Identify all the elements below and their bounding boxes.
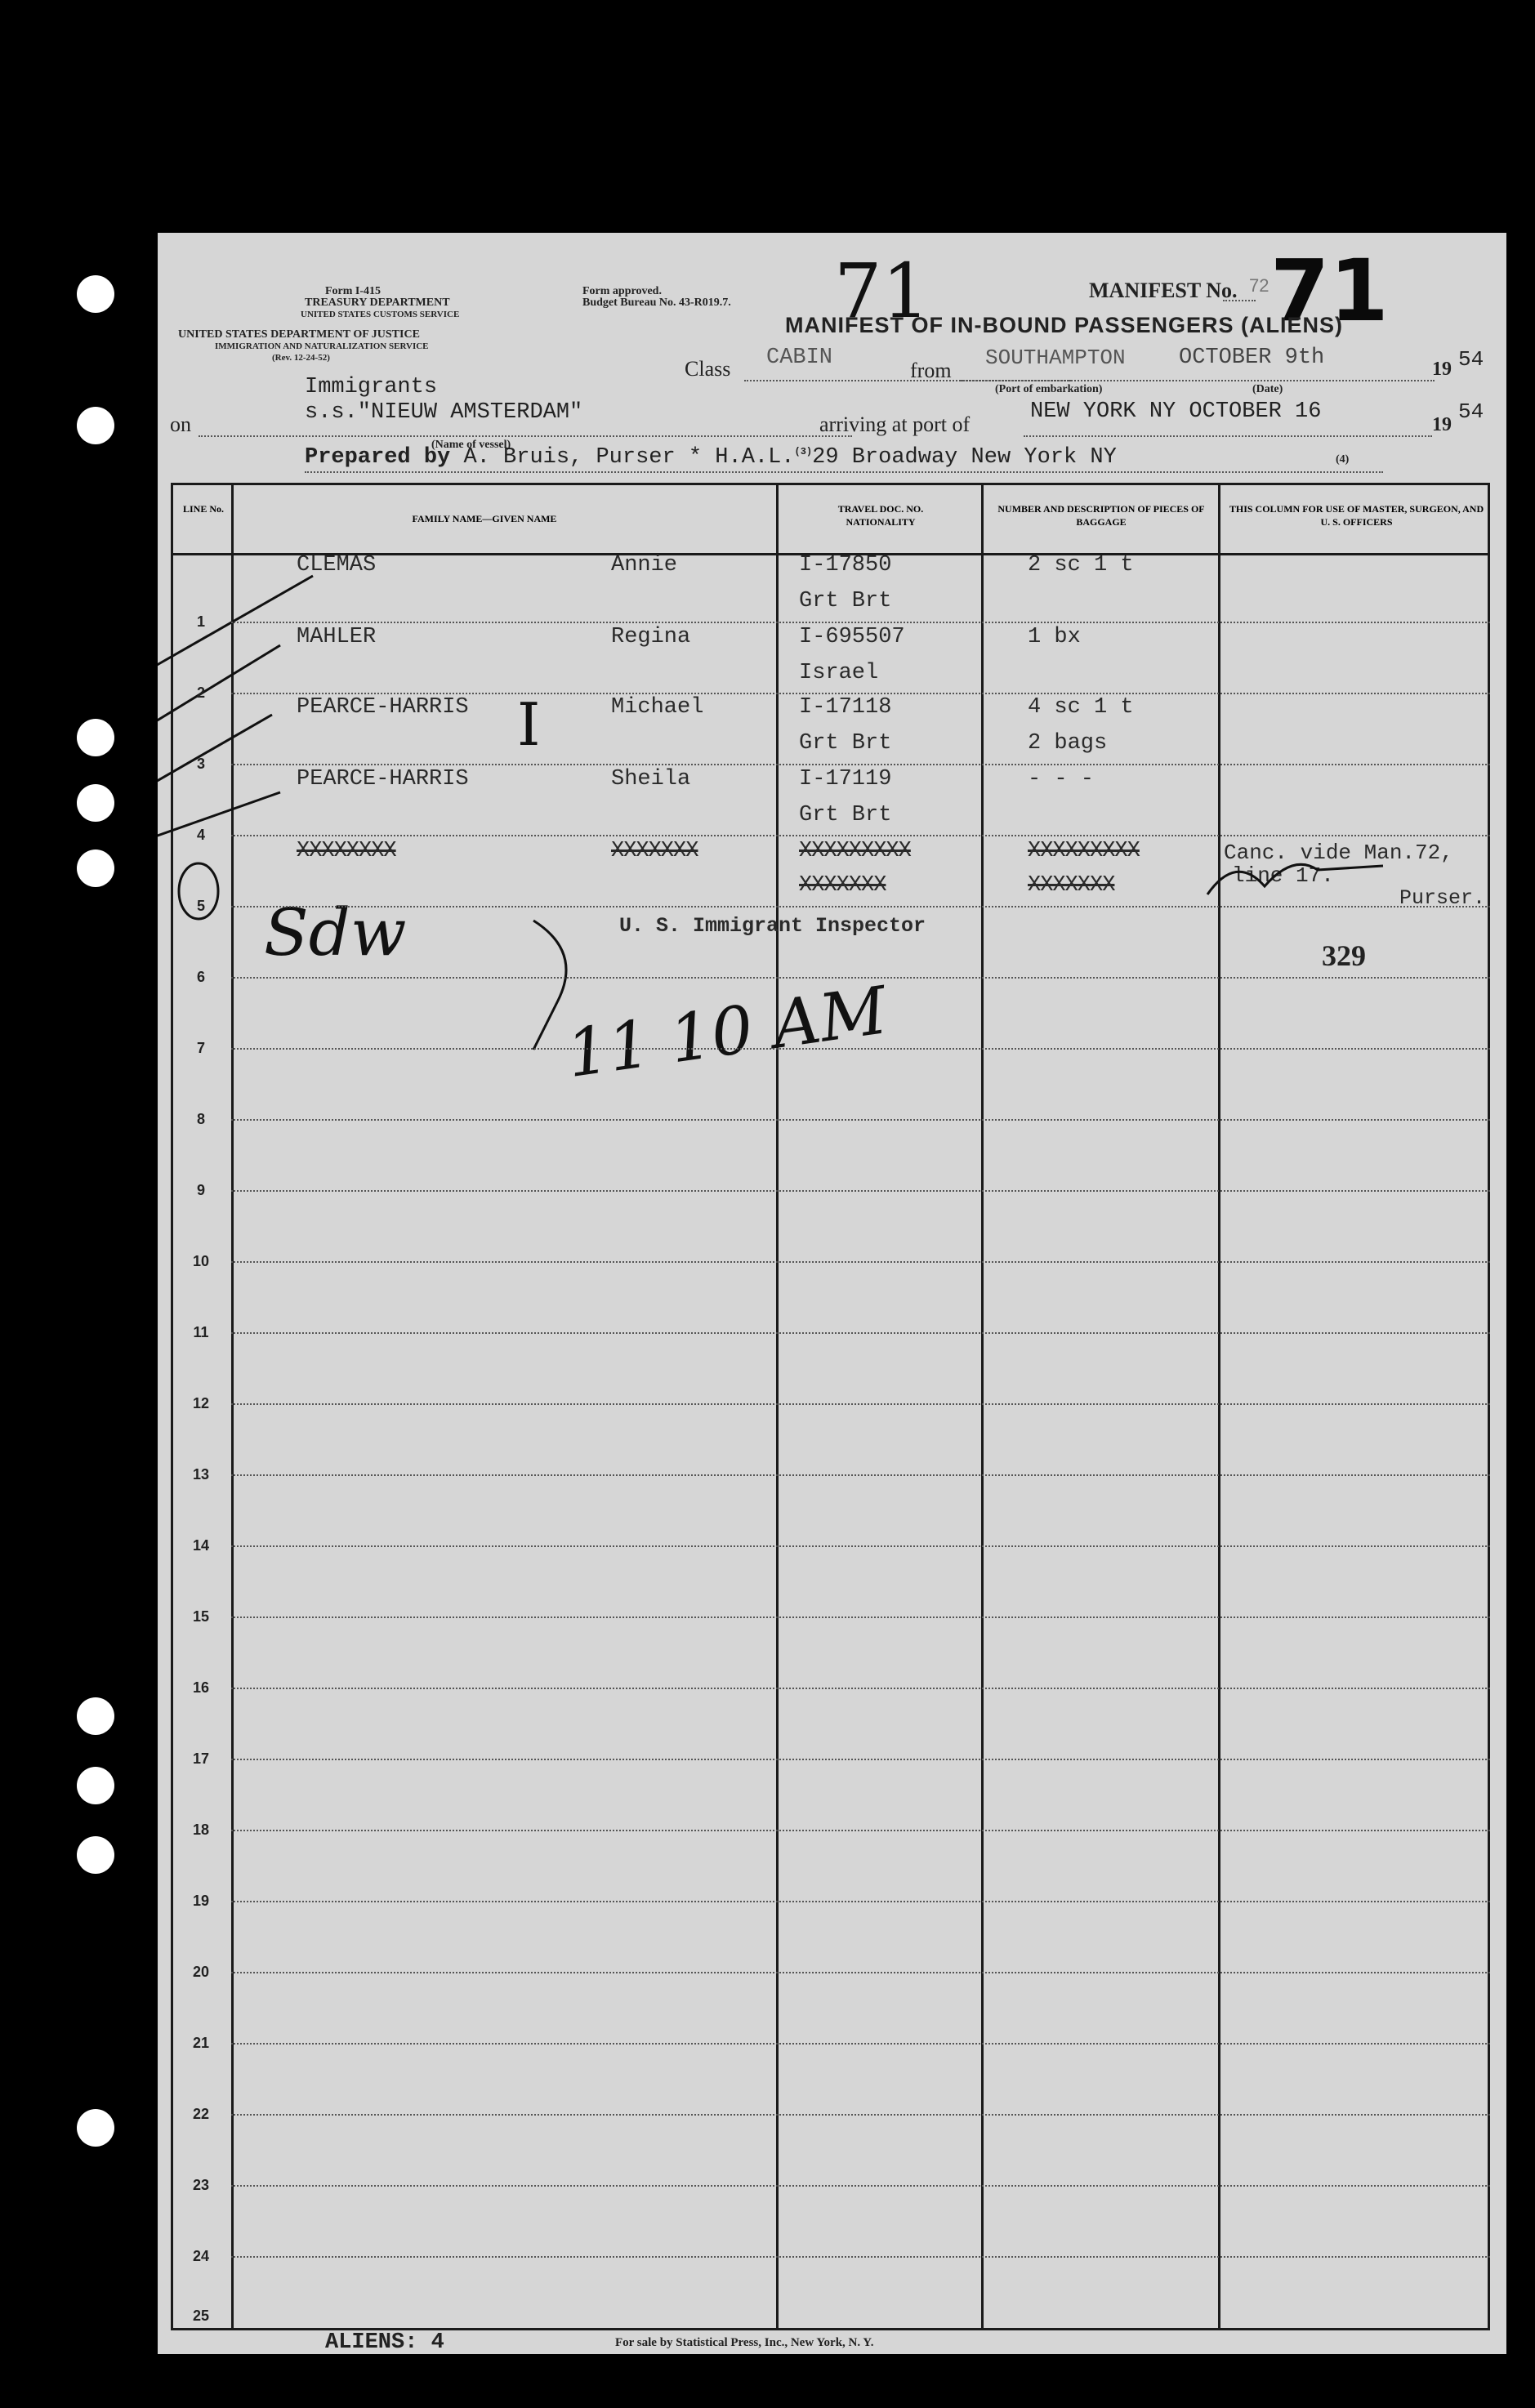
prepared-label: Prepared by (305, 445, 451, 470)
prepared-by (305, 445, 1117, 470)
form-approved: Form approved. (582, 285, 662, 297)
cancel-note: Canc. vide Man.72, (1224, 841, 1453, 865)
travel-doc: I-17119 (799, 767, 892, 792)
line-number: 25 (192, 2308, 210, 2324)
travel-doc-2: XXXXXXX (799, 873, 886, 898)
budget-bureau: Budget Bureau No. 43-R019.7. (582, 297, 731, 309)
col-officers: THIS COLUMN FOR USE OF MASTER, SURGEON, AND U. S. OFFICERS (1229, 503, 1484, 528)
aliens-label: ALIENS: (325, 2330, 418, 2355)
handwritten-manifest-number: 71 (834, 247, 930, 335)
line-number: 19 (192, 1893, 210, 1909)
baggage: - - - (1028, 767, 1095, 792)
line-number: 16 (192, 1679, 210, 1696)
vessel-caption: (Name of vessel) (431, 439, 511, 451)
punch-hole (77, 275, 114, 313)
given-name: Annie (611, 553, 678, 577)
family-name: PEARCE-HARRIS (297, 695, 469, 720)
nationality: Grt Brt (799, 803, 892, 827)
departure-year: 54 (1458, 347, 1484, 372)
revision: (Rev. 12-24-52) (272, 353, 330, 363)
line-number: 15 (192, 1608, 210, 1625)
baggage-extra: 2 bags (1028, 731, 1108, 756)
inspector-label: U. S. Immigrant Inspector (619, 914, 926, 938)
manifest-page (158, 233, 1506, 2354)
arrival-year: 54 (1458, 399, 1484, 424)
line-number: 23 (192, 2177, 210, 2193)
line-number: 11 (193, 1324, 209, 1340)
punch-hole (77, 1767, 114, 1804)
note-4: (4) (1336, 453, 1350, 466)
customs-service: UNITED STATES CUSTOMS SERVICE (301, 310, 460, 319)
ins-service: IMMIGRATION AND NATURALIZATION SERVICE (215, 341, 429, 351)
on-label: on (170, 412, 191, 436)
line-number: 22 (192, 2106, 210, 2122)
line-number: 12 (192, 1395, 210, 1411)
punch-hole (77, 407, 114, 444)
from-label: from (910, 359, 952, 382)
nationality: Israel (799, 661, 879, 685)
manifest-number-printed: 72 (1249, 275, 1269, 296)
arrival-port-date: NEW YORK NY OCTOBER 16 (1030, 399, 1322, 424)
inspector-signature: Sdw (264, 894, 407, 970)
baggage: 2 sc 1 t (1028, 553, 1134, 577)
stamp-number: 329 (1322, 939, 1366, 972)
line-number: 18 (192, 1822, 210, 1838)
baggage: 4 sc 1 t (1028, 695, 1134, 720)
travel-doc: I-695507 (799, 625, 905, 649)
line-number: 10 (192, 1253, 210, 1269)
manifest-title: MANIFEST OF IN-BOUND PASSENGERS (ALIENS) (785, 313, 1344, 337)
vessel-name: s.s."NIEUW AMSTERDAM" (305, 400, 583, 425)
nationality: Grt Brt (799, 589, 892, 613)
manifest-label: MANIFEST No. (1089, 279, 1238, 302)
line-number: 24 (192, 2248, 210, 2264)
punch-hole (77, 849, 114, 887)
class-value: CABIN (766, 346, 833, 370)
line-number: 21 (192, 2035, 210, 2051)
nationality: Grt Brt (799, 731, 892, 756)
cancel-line-ref: line 17. (1232, 863, 1334, 888)
line-number: 3 (196, 756, 205, 772)
arrival-year-prefix: 19 (1432, 414, 1452, 435)
given-name: Michael (611, 695, 704, 720)
given-name: Regina (611, 625, 691, 649)
travel-doc: I-17850 (799, 553, 892, 577)
line-number: 1 (196, 613, 205, 630)
line-number: 20 (192, 1964, 210, 1980)
departure-date: OCTOBER 9th (1179, 346, 1325, 370)
line-number: 6 (196, 969, 205, 985)
port-of-embarkation: SOUTHAMPTON (985, 346, 1126, 370)
line-number: 5 (196, 898, 205, 914)
line-number: 7 (196, 1040, 205, 1056)
punch-hole (77, 1836, 114, 1874)
baggage: 1 bx (1028, 625, 1081, 649)
family-name: PEARCE-HARRIS (297, 767, 469, 792)
form-number: Form I-415 (325, 285, 382, 297)
line-number: 4 (196, 827, 205, 843)
line-number: 14 (192, 1537, 210, 1554)
justice-dept: UNITED STATES DEPARTMENT OF JUSTICE (178, 328, 420, 341)
punch-hole (77, 719, 114, 756)
year-prefix: 19 (1432, 359, 1452, 380)
col-line-no: LINE No. (182, 503, 224, 515)
arriving-label: arriving at port of (819, 412, 971, 436)
punch-hole (77, 784, 114, 822)
baggage-2: XXXXXXX (1028, 873, 1115, 898)
baggage: XXXXXXXXX (1028, 839, 1140, 863)
passenger-table (171, 483, 1490, 2330)
handwritten-initial: I (517, 690, 541, 759)
travel-doc: XXXXXXXXX (799, 839, 911, 863)
col-name: FAMILY NAME—GIVEN NAME (412, 513, 557, 524)
note-3: (3) (794, 446, 813, 457)
family-name: CLEMAS (297, 553, 377, 577)
line-number: 8 (196, 1111, 205, 1127)
port-caption: (Port of embarkation) (995, 383, 1103, 395)
line-number: 2 (196, 684, 205, 701)
aliens-count (325, 2330, 444, 2355)
purser-label: Purser. (1399, 886, 1486, 910)
handwritten-time: 11 10 AM (562, 972, 892, 1093)
family-name: MAHLER (297, 625, 377, 649)
punch-hole (77, 1697, 114, 1735)
given-name: XXXXXXX (611, 839, 698, 863)
class-label: Class (685, 357, 731, 381)
date-caption: (Date) (1252, 383, 1283, 395)
punch-hole (77, 2109, 114, 2147)
printer-credit: For sale by Statistical Press, Inc., New York, N. Y. (615, 2336, 874, 2349)
line-number: 9 (196, 1182, 205, 1198)
prepared-address: 29 Broadway New York NY (812, 445, 1117, 470)
family-name: XXXXXXXX (297, 839, 396, 863)
travel-doc: I-17118 (799, 695, 892, 720)
col-travel-doc: TRAVEL DOC. NO. NATIONALITY (837, 503, 924, 528)
manifest-number-stamp: 71 (1270, 241, 1389, 341)
prepared-value: A. Bruis, Purser * H.A.L. (463, 445, 795, 470)
given-name: Sheila (611, 767, 691, 792)
vessel-line-1: Immigrants (305, 375, 438, 399)
col-baggage: NUMBER AND DESCRIPTION OF PIECES OF BAGGAGE (997, 503, 1205, 528)
aliens-value: 4 (431, 2330, 444, 2355)
line-number: 13 (192, 1466, 210, 1483)
line-number: 17 (192, 1750, 210, 1767)
treasury-dept: TREASURY DEPARTMENT (305, 297, 450, 309)
